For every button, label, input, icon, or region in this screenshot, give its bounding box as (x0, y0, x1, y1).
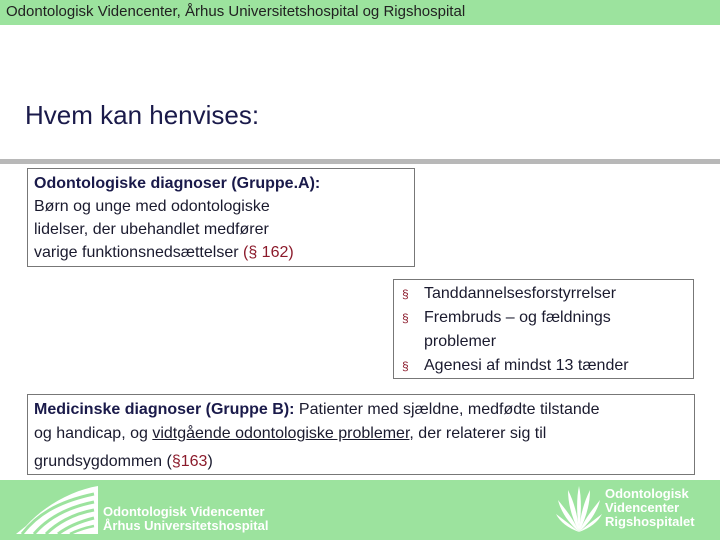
group-b-line-2 (34, 422, 688, 446)
aarhus-swoosh-logo-icon (16, 486, 98, 534)
group-b-underlined: vidtgående odontologiske problemer (152, 425, 410, 442)
group-b-line-3 (34, 450, 688, 474)
group-b-text-3: , der relaterer sig til (409, 425, 547, 442)
list-item (402, 282, 685, 306)
footer-right-text (605, 487, 695, 529)
diagnosis-list-box (393, 279, 694, 379)
group-a-box (27, 168, 415, 267)
group-a-line-3 (34, 241, 408, 264)
header-text: Odontologisk Videncenter, Århus Universitetshospital og Rigshospital (6, 3, 466, 20)
bullet-icon: § (402, 311, 409, 325)
group-b-text-4: grundsygdommen (34, 453, 167, 470)
slide-title: Hvem kan henvises: (25, 100, 260, 130)
group-b-text-2: og handicap, og (34, 425, 153, 442)
group-a-reference: (§ 162) (243, 244, 294, 261)
footer-right-line-1: Odontologisk (605, 486, 689, 501)
title-divider (0, 159, 720, 164)
group-a-heading: Odontologiske diagnoser (Gruppe.A): (34, 175, 321, 192)
group-b-line-1 (34, 398, 688, 422)
list-item-continuation: problemer (424, 333, 497, 350)
list-item-text: Agenesi af mindst 13 tænder (424, 357, 629, 374)
bullet-icon: § (402, 359, 409, 373)
group-b-reference: §163 (171, 453, 208, 470)
group-a-line-2: lidelser, der ubehandlet medfører (34, 221, 269, 238)
footer-left-text (103, 505, 268, 533)
group-b-box (27, 394, 695, 475)
bullet-icon: § (402, 287, 409, 301)
group-a-line-1: Børn og unge med odontologiske (34, 198, 270, 215)
footer-right-line-3: Rigshospitalet (605, 514, 695, 529)
group-b-ref-open: ( (166, 453, 172, 470)
list-item-text: Frembruds – og fældnings (424, 309, 611, 326)
list-item (402, 354, 685, 378)
list-item (402, 306, 685, 330)
header-bar (0, 0, 720, 25)
rigshospitalet-fan-logo-icon (556, 484, 602, 534)
list-item-text: Tanddannelsesforstyrrelser (424, 285, 617, 302)
group-a-line-3-text: varige funktionsnedsættelser (34, 244, 243, 261)
group-b-text-1: Patienter med sjældne, medfødte tilstande (294, 401, 600, 418)
footer-bar (0, 480, 720, 540)
footer-left-line-1: Odontologisk Videncenter (103, 504, 265, 519)
group-b-ref-close: ) (207, 453, 213, 470)
footer-right-line-2: Videncenter (605, 500, 680, 515)
footer-left-line-2: Århus Universitetshospital (103, 518, 269, 533)
group-b-heading: Medicinske diagnoser (Gruppe B): (34, 401, 295, 418)
